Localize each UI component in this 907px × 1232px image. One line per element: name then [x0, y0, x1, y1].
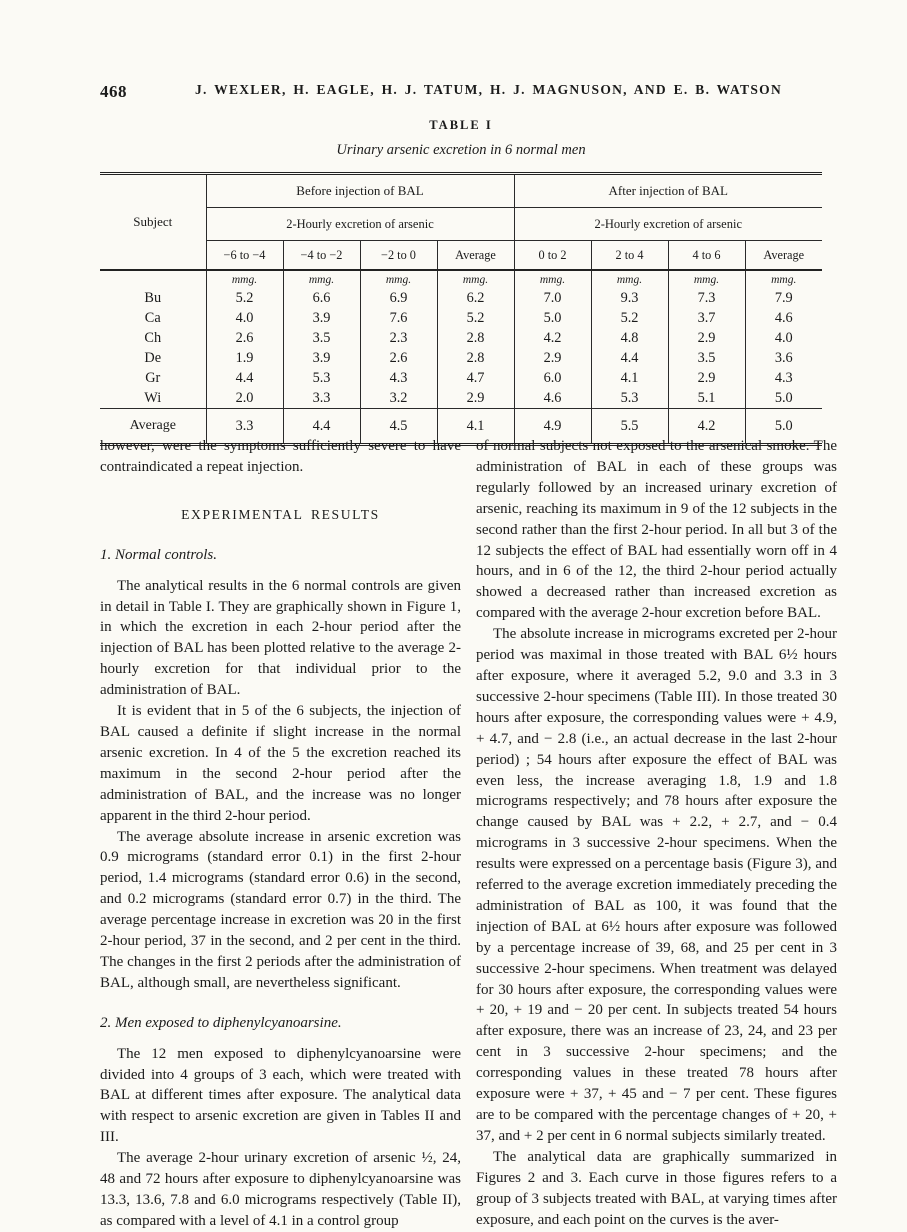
table-cell: 7.0	[514, 288, 591, 308]
unit-cell: mmg.	[206, 270, 283, 288]
column-header: 2 to 4	[591, 241, 668, 271]
group-header-after: After injection of BAL	[514, 174, 822, 208]
average-cell: 3.3	[206, 409, 283, 445]
table-cell: 2.9	[437, 388, 514, 409]
table-cell: 4.4	[206, 368, 283, 388]
table-cell: 4.7	[437, 368, 514, 388]
table-cell: 4.3	[745, 368, 822, 388]
table-cell: 6.2	[437, 288, 514, 308]
table-cell: 1.9	[206, 348, 283, 368]
unit-cell: mmg.	[360, 270, 437, 288]
average-cell: 4.5	[360, 409, 437, 445]
table-cell: 3.2	[360, 388, 437, 409]
column-header: Average	[437, 241, 514, 271]
table-cell: 2.3	[360, 328, 437, 348]
paragraph: The analytical data are graphically summarized in Figures 2 and 3. Each curve in those figures refers to a group of 3 subjects treated with BAL, at varying times after exposure, and each point on the curves is the aver-	[476, 1148, 837, 1228]
table-row	[100, 388, 822, 409]
table-cell: 5.2	[206, 288, 283, 308]
paragraph: It is evident that in 5 of the 6 subjects, the injection of BAL caused a definite if slight increase in the normal arsenic excretion. In 4 of the 5 the excretion reached its maximum in the second 2-hour period after the administration of BAL, and the increase was no longer apparent in the third 2-hour period.	[100, 703, 461, 824]
section-heading: EXPERIMENTAL RESULTS	[181, 506, 380, 522]
paragraph: however, were the symptoms sufficiently severe to have contraindicated a repeat injection.	[100, 438, 461, 475]
column-header: 0 to 2	[514, 241, 591, 271]
average-cell: 4.4	[283, 409, 360, 445]
paragraph: The analytical results in the 6 normal controls are given in detail in Table I. They are graphically shown in Figure 1, in which the excretion in each 2-hour period after the injection of BAL has been plotted relative to the average 2-hourly excretion for that individual prior to the administration of BAL.	[100, 577, 461, 699]
table-cell: 3.5	[668, 348, 745, 368]
table-cell: 6.9	[360, 288, 437, 308]
column-header: Average	[745, 241, 822, 271]
average-cell: 4.1	[437, 409, 514, 445]
table-cell: 5.0	[514, 308, 591, 328]
units-row	[100, 270, 822, 288]
table-cell: 4.3	[360, 368, 437, 388]
paragraph: of normal subjects not exposed to the arsenical smoke. The administration of BAL in each of these groups was regularly followed by an increased urinary excretion of arsenic, reaching its maximum in 9 of the 12 subjects in the second rather than the first 2-hour period. In all but 3 of the 12 subjects the effect of BAL had essentially worn off in 4 hours, and in 6 of the 12, the third 2-hour period actually showed a decreased rather than increased excretion as compared with the average 2-hour excretion before BAL.	[476, 438, 837, 622]
table-cell: 2.9	[514, 348, 591, 368]
table-cell: 2.8	[437, 328, 514, 348]
column-header: −6 to −4	[206, 241, 283, 271]
page-number: 468	[100, 82, 127, 101]
table-cell: 5.3	[591, 388, 668, 409]
table-cell: 3.7	[668, 308, 745, 328]
group-header-before: Before injection of BAL	[206, 174, 514, 208]
page-header	[100, 82, 837, 101]
table-row	[100, 348, 822, 368]
body-text	[100, 436, 837, 1232]
right-column	[476, 436, 837, 1232]
column-header-row	[100, 241, 822, 271]
table-cell: 4.8	[591, 328, 668, 348]
unit-cell: mmg.	[591, 270, 668, 288]
table-row	[100, 328, 822, 348]
unit-cell: mmg.	[745, 270, 822, 288]
table-cell: 7.6	[360, 308, 437, 328]
unit-cell: mmg.	[283, 270, 360, 288]
row-subject: Ch	[144, 329, 162, 346]
table-cell: 3.5	[283, 328, 360, 348]
table-label: TABLE I	[429, 118, 493, 132]
table-cell: 2.0	[206, 388, 283, 409]
running-head: J. WEXLER, H. EAGLE, H. J. TATUM, H. J. MAGNUSON, AND E. B. WATSON	[195, 82, 782, 97]
table-cell: 5.2	[591, 308, 668, 328]
table-cell: 4.4	[591, 348, 668, 368]
unit-cell: mmg.	[514, 270, 591, 288]
left-column	[100, 436, 461, 1232]
unit-cell: mmg.	[437, 270, 514, 288]
table-cell: 2.6	[360, 348, 437, 368]
row-subject: Gr	[145, 369, 161, 386]
units-subject-cell	[100, 270, 206, 288]
table-caption: Urinary arsenic excretion in 6 normal men	[336, 142, 586, 158]
table-row	[100, 288, 822, 308]
group-subheader-after: 2-Hourly excretion of arsenic	[514, 208, 822, 241]
table-body	[100, 270, 822, 445]
table-cell: 5.0	[745, 388, 822, 409]
table-cell: 5.2	[437, 308, 514, 328]
row-subject: De	[144, 349, 162, 366]
row-subject: Ca	[144, 309, 161, 326]
row-subject: Bu	[144, 289, 162, 306]
row-subject: Wi	[144, 389, 162, 406]
group-subheader-before: 2-Hourly excretion of arsenic	[206, 208, 514, 241]
paragraph: The average 2-hour urinary excretion of arsenic ½, 24, 48 and 72 hours after exposure to diphenylcyanoarsine was 13.3, 13.6, 7.8 and 6.0 micrograms respectively (Table II), as compared with a level of 4.1 in a control group	[100, 1150, 461, 1229]
average-cell: 5.5	[591, 409, 668, 445]
column-header: −2 to 0	[360, 241, 437, 271]
table-row	[100, 308, 822, 328]
column-header: −4 to −2	[283, 241, 360, 271]
table-cell: 6.6	[283, 288, 360, 308]
table-cell: 4.0	[206, 308, 283, 328]
table-cell: 4.1	[591, 368, 668, 388]
table-row	[100, 368, 822, 388]
table-cell: 3.9	[283, 308, 360, 328]
table-cell: 7.3	[668, 288, 745, 308]
average-cell: 5.0	[745, 409, 822, 445]
table-cell: 2.9	[668, 368, 745, 388]
table-cell: 2.8	[437, 348, 514, 368]
table-cell: 2.9	[668, 328, 745, 348]
table-cell: 4.2	[514, 328, 591, 348]
unit-cell: mmg.	[668, 270, 745, 288]
table-cell: 7.9	[745, 288, 822, 308]
average-cell: 4.2	[668, 409, 745, 445]
table-cell: 3.9	[283, 348, 360, 368]
average-cell: 4.9	[514, 409, 591, 445]
table-cell: 5.3	[283, 368, 360, 388]
table-cell: 4.6	[514, 388, 591, 409]
table-cell: 2.6	[206, 328, 283, 348]
paragraph: The absolute increase in micrograms excreted per 2-hour period was maximal in those treated with BAL 6½ hours after exposure, where it averaged 5.2, 9.0 and 3.3 in 3 successive 2-hour specimens (Table III). In those treated 30 hours after exposure, the corresponding values were + 4.9, + 4.7, and − 2.8 (i.e., an actual decrease in the last 2-hour period) ; 54 hours after exposure the effect of BAL was even less, the increase averaging 1.8, 1.9 and 1.8 micrograms respectively; and 78 hours after exposure the change caused by BAL was + 2.2, + 2.7, and − 0.4 micrograms in 3 successive 2-hour specimens. When the results were expressed on a percentage basis (Figure 3), and referred to the average excretion immediately preceding the administration of BAL as 100, it was found that the injection of BAL at 6½ hours after exposure was followed by a percentage increase of 39, 68, and 25 per cent in 3 successive 2-hour specimens. When treatment was delayed for 30 hours after exposure, the corresponding values were + 20, + 19 and − 20 per cent. In subjects treated 54 hours after exposure, there was an increase of 23, 24, and 23 per cent in 3 successive 2-hour specimens; and the corresponding values in these treated 78 hours after exposure were + 37, + 45 and − 7 per cent. These figures are to be compared with the percentage changes of + 20, + 37, and + 2 per cent in 6 normal subjects similarly treated.	[476, 626, 837, 1144]
column-header: 4 to 6	[668, 241, 745, 271]
table-cell: 3.6	[745, 348, 822, 368]
table-cell: 3.3	[283, 388, 360, 409]
paragraph: The average absolute increase in arsenic excretion was 0.9 micrograms (standard error 0.1) in the first 2-hour period, 1.4 micrograms (standard error 0.6) in the second, and 0.2 micrograms (standard error 0.7) in the third. The average percentage increase in excretion was 20 in the first 2-hour period, 37 in the second, and 2 per cent in the third. The changes in the first 2 periods after the administration of BAL, although small, are nevertheless significant.	[100, 828, 461, 991]
table-cell: 9.3	[591, 288, 668, 308]
subheading: 1. Normal controls.	[100, 546, 217, 563]
table-cell: 4.6	[745, 308, 822, 328]
column-header-subject: Subject	[100, 174, 206, 271]
table-cell: 5.1	[668, 388, 745, 409]
average-label: Average	[100, 409, 206, 445]
table-block	[100, 118, 822, 446]
table-cell: 4.0	[745, 328, 822, 348]
data-table	[100, 172, 822, 446]
subheading: 2. Men exposed to diphenylcyanoarsine.	[100, 1014, 342, 1031]
paragraph: The 12 men exposed to diphenylcyanoarsine were divided into 4 groups of 3 each, which were treated with BAL at different times after exposure. The analytical data with respect to arsenic excretion are given in Tables II and III.	[100, 1045, 461, 1146]
table-cell: 6.0	[514, 368, 591, 388]
